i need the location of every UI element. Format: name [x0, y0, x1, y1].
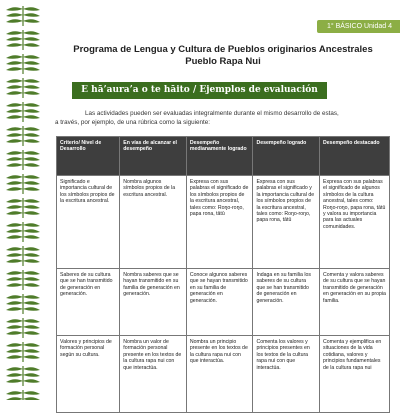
table-cell: Comenta y valora saberes de su cultura que se hayan transmitido de generación en generación en su propia familia.: [320, 269, 390, 336]
leaf-pattern-icon: [0, 0, 46, 400]
table-cell: Saberes de su cultura que se han transmitido de generación en generación.: [57, 269, 120, 336]
table-cell: Nombra un principio presente en los textos de la cultura rapa nui con que interactúa.: [186, 336, 253, 413]
rubric-header-destacado: Desempeño destacado: [320, 137, 390, 176]
table-cell: Expresa con sus palabras el significado de algunos símbolos de la cultura ancestral, tales como: Roŋo-roŋo, papa rona, tātū y valora su importancia para las actuales comunidades.: [320, 176, 390, 269]
unit-badge: 1° BÁSICO Unidad 4: [317, 20, 400, 33]
rubric-table: [56, 136, 390, 413]
document-title: [46, 44, 400, 68]
table-cell: Valores y principios de formación personal según su cultura.: [57, 336, 120, 413]
intro-line-1: Las actividades pueden ser evaluadas integralmente durante el mismo desarrollo de estas,: [85, 110, 339, 117]
rubric-header-logrado: Desempeño logrado: [253, 137, 320, 176]
table-cell: Expresa con sus palabras el significado de los símbolos propios de la escritura ancestral, tales como: Roŋo-roŋo, papa rona, tātū: [186, 176, 253, 269]
rubric-header-criterio: Criterio/ Nivel de Desarrollo: [57, 137, 120, 176]
table-cell: Expresa con sus palabras el significado y la importancia cultural de los símbolos propios de la escritura ancestral, tales como: Roŋo-roŋo, papa rona, tātū: [253, 176, 320, 269]
rubric-header-en-vias: En vías de alcanzar el desempeño: [120, 137, 187, 176]
table-row: [57, 176, 390, 269]
document-title-line1: Programa de Lengua y Cultura de Pueblos originarios Ancestrales: [73, 44, 373, 55]
intro-line-2: a través, por ejemplo, de una rúbrica como la siguiente:: [55, 119, 211, 126]
table-cell: Nombra un valor de formación personal presente en los textos de la cultura rapa nui con que interactúa.: [120, 336, 187, 413]
table-cell: Significado e importancia cultural de los símbolos propios de la escritura ancestral.: [57, 176, 120, 269]
table-row: [57, 336, 390, 413]
rubric-header-medianamente: Desempeño medianamente logrado: [186, 137, 253, 176]
intro-paragraph: [55, 109, 389, 127]
table-cell: Comenta y ejemplifica en situaciones de la vida cotidiana, valores y principios fundamentales de la cultura rapa nui: [320, 336, 390, 413]
document-title-line2: Pueblo Rapa Nui: [185, 56, 261, 67]
table-cell: Nombra algunos símbolos propios de la escritura ancestral.: [120, 176, 187, 269]
table-cell: Conoce algunos saberes que se hayan transmitido en su familia de generación en generación.: [186, 269, 253, 336]
decorative-leaf-border: [0, 0, 46, 400]
table-row: [57, 269, 390, 336]
section-title: E hā’aura’a o te hāito / Ejemplos de evaluación: [72, 82, 327, 99]
table-cell: Nombra saberes que se hayan transmitido en su familia de generación en generación.: [120, 269, 187, 336]
table-cell: Comenta los valores y principios presentes en los textos de la cultura rapa nui con que interactúa.: [253, 336, 320, 413]
rubric-header-row: [57, 137, 390, 176]
table-cell: Indaga en su familia los saberes de su cultura que se han transmitido de generación en generación.: [253, 269, 320, 336]
